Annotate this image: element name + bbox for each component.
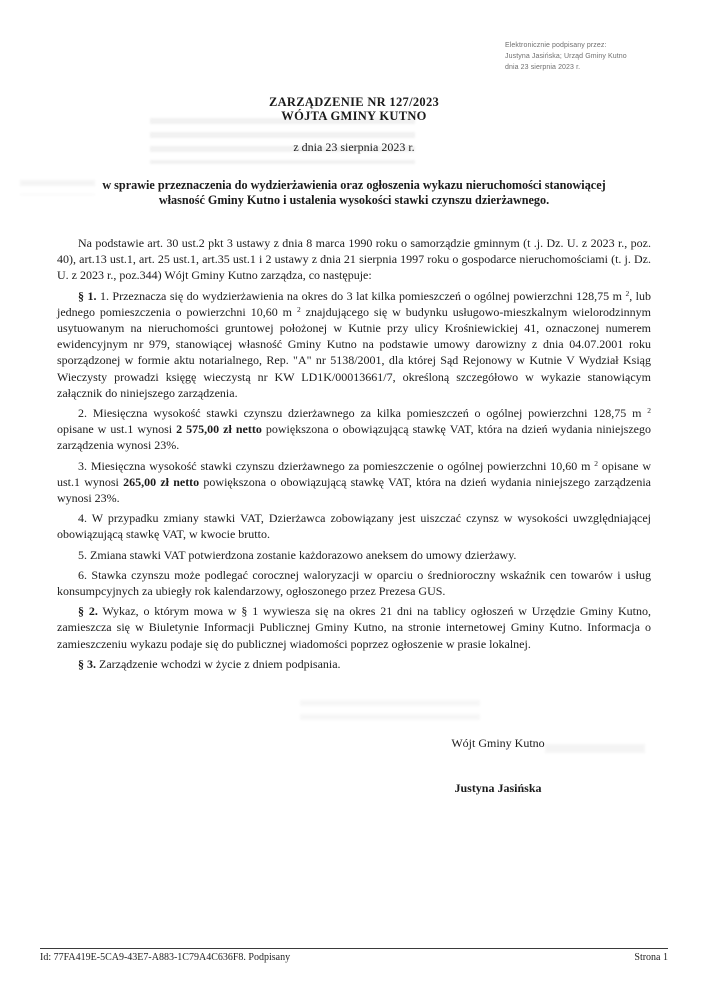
- document-date: z dnia 23 sierpnia 2023 r.: [293, 140, 415, 154]
- section-3-marker: § 3.: [78, 656, 96, 671]
- paragraph-section-2: § 2. Wykaz, o którym mowa w § 1 wywiesza się na okres 21 dni na tablicy ogłoszeń w Urzędzie Gminy Kutno, zamieszcza się w Biuletynie Informacji Publicznej Gminy Kutno, na stronie internetowej Gminy Kutno. Informacja o zamieszczeniu wykazu podaje się do publicznej wiadomości poprzez ogłoszenie w prasie lokalnej.: [57, 604, 651, 651]
- esig-line-1: Elektronicznie podpisany przez:: [505, 42, 607, 49]
- esig-line-3: dnia 23 sierpnia 2023 r.: [505, 64, 581, 71]
- esig-line-2: Justyna Jasińska; Urząd Gminy Kutno: [505, 53, 627, 60]
- paragraph-ust-4: 4. W przypadku zmiany stawki VAT, Dzierżawca zobowiązany jest uiszczać czynsz w wysokości uwzględniającej obowiązującą stawkę VAT, w kwocie brutto.: [57, 511, 651, 542]
- scan-artifact: [300, 700, 480, 727]
- page-number: Strona 1: [634, 952, 668, 963]
- document-id: Id: 77FA419E-5CA9-43E7-A883-1C79A4C636F8. Podpisany: [40, 952, 291, 963]
- signer-name: Justyna Jasińska: [454, 781, 542, 795]
- document-body: [57, 235, 651, 672]
- page-footer: [40, 948, 668, 963]
- paragraph-ust-5: 5. Zmiana stawki VAT potwierdzona zostanie każdorazowo aneksem do umowy dzierżawy.: [78, 547, 517, 562]
- document-content: [57, 95, 651, 672]
- document-title-line-2: WÓJTA GMINY KUTNO: [281, 109, 427, 123]
- paragraph-ust-3: 3. Miesięczna wysokość stawki czynszu dzierżawnego za pomieszczenie o ogólnej powierzchni 10,60 m $^2$ opisane w ust.1 wynosi 265,00 zł netto powiększona o obowiązującą stawkę VAT, która na dzień wydania niniejszego zarządzenia wynosi 23%.: [57, 458, 652, 506]
- paragraph-ust-6: 6. Stawka czynszu może podlegać corocznej waloryzacji w oparciu o średnioroczny wskaźnik cen towarów i usług konsumpcyjnych za ubiegły rok kalendarzowy, ogłoszonego przez Prezesa GUS.: [57, 567, 651, 599]
- paragraph-section-1: § 1. 1. Przeznacza się do wydzierżawienia na okres do 3 lat kilka pomieszczeń o ogólnej powierzchni 128,75 m $^2$, lub jednego pomieszczenia o powierzchni 10,60 m $^2$ znajdującego się w budynku usługowo-mieszkalnym wielorodzinnym usytuowanym na nieruchomości gruntowej położonej w Kutnie przy ulicy Krośniewickiej 41, oznaczonej numerem ewidencyjnym nr 979, stanowiącej własność Gminy Kutno na podstawie umowy darowizny z dnia 04.07.2001 roku sporządzonej w formie aktu notarialnego, Rep. "A" nr 5138/2001, dla której Sąd Rejonowy w Kutnie V Wydział Ksiąg Wieczysty prowadzi księgę wieczystą nr KW LD1K/00013661/7, określoną szczegółowo w wykazie stanowiącym załącznik do niniejszego zarządzenia.: [57, 288, 652, 400]
- rent-amount-10: 265,00 zł netto: [123, 474, 200, 489]
- paragraph-section-3: § 3. Zarządzenie wchodzi w życie z dniem podpisania.: [78, 656, 341, 671]
- section-1-marker: § 1.: [78, 288, 97, 303]
- paragraph-ust-2: 2. Miesięczna wysokość stawki czynszu dzierżawnego za kilka pomieszczeń o ogólnej powierzchni 128,75 m $^2$ opisane w ust.1 wynosi 2 575,00 zł netto powiększona o obowiązującą stawkę VAT, która na dzień wydania niniejszego zarządzenia wynosi 23%.: [57, 406, 651, 453]
- rent-amount-128: 2 575,00 zł netto: [176, 422, 262, 437]
- document-title-line-1: ZARZĄDZENIE NR 127/2023: [268, 95, 440, 109]
- document-subject: [57, 178, 651, 208]
- signature-block: [398, 736, 598, 796]
- subject-line-2: własność Gminy Kutno i ustalenia wysokości stawki czynszu dzierżawnego.: [158, 193, 550, 207]
- subject-line-1: w sprawie przeznaczenia do wydzierżawienia oraz ogłoszenia wykazu nieruchomości stanowiącej: [102, 178, 606, 192]
- preamble-paragraph: Na podstawie art. 30 ust.2 pkt 3 ustawy z dnia 8 marca 1990 roku o samorządzie gminnym (t .j. Dz. U. z 2023 r., poz. 40), art.13 ust.1, art. 25 ust.1, art.35 ust.1 i 2 ustawy z dnia 21 sierpnia 1997 roku o gospodarce nieruchomościami (t. j. Dz. U. z 2023 r., poz.344) Wójt Gminy Kutno zarządza, co następuje:: [57, 236, 651, 283]
- electronic-signature-stamp: [505, 40, 675, 73]
- signer-role: Wójt Gminy Kutno: [451, 736, 545, 750]
- section-2-marker: § 2.: [78, 604, 98, 619]
